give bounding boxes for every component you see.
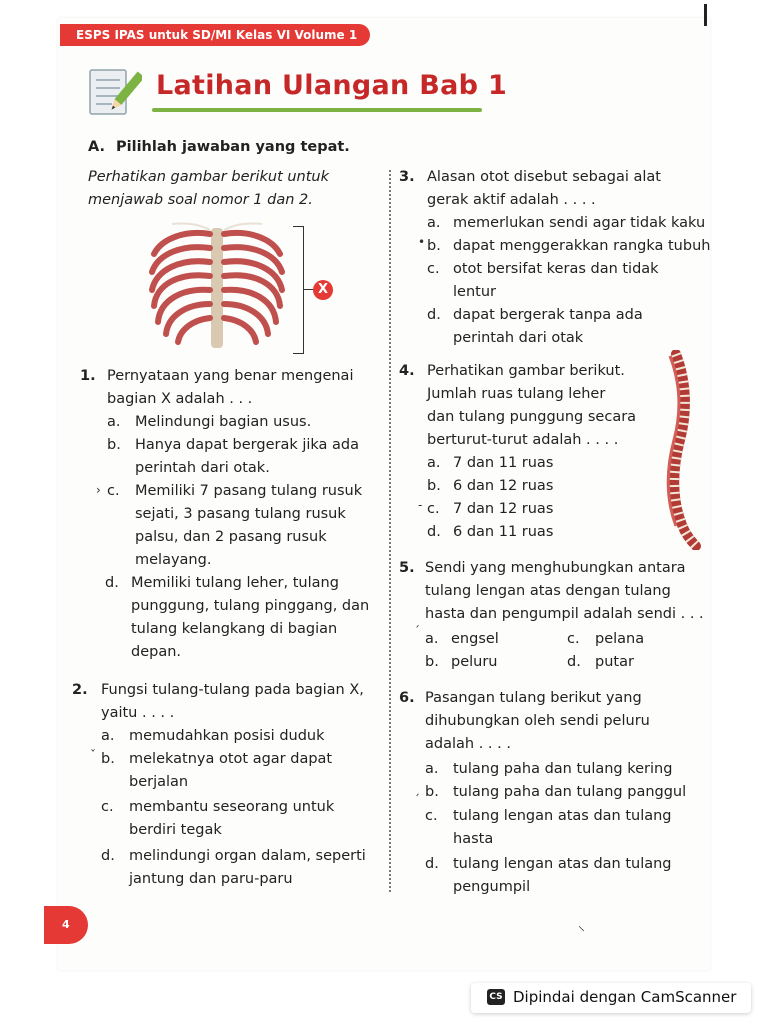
rib-cage-illustration xyxy=(142,222,292,354)
camscanner-logo-icon: CS xyxy=(487,989,505,1005)
option-key: d. xyxy=(567,654,581,670)
option-text: 7 dan 11 ruas xyxy=(453,455,554,471)
option-key: b. xyxy=(425,654,439,670)
option-text: memerlukan sendi agar tidak kaku xyxy=(453,215,706,231)
question-stem: Alasan otot disebut sebagai alat xyxy=(427,169,661,185)
option-key: b. xyxy=(425,784,439,800)
question-stem: adalah . . . . xyxy=(425,736,511,752)
option-key: a. xyxy=(101,728,115,744)
option-text: Memiliki 7 pasang tulang rusuk xyxy=(135,483,363,499)
option-key: d. xyxy=(427,307,441,323)
question-stem: Perhatikan gambar berikut. xyxy=(427,363,625,379)
option-text: berjalan xyxy=(129,774,189,790)
option-key: a. xyxy=(107,414,121,430)
book-header-band: ESPS IPAS untuk SD/MI Kelas VI Volume 1 xyxy=(60,24,370,46)
option-text: putar xyxy=(595,654,634,670)
option-text: melindungi organ dalam, seperti xyxy=(129,848,366,864)
option-text: sejati, 3 pasang tulang rusuk xyxy=(135,506,346,522)
question-stem: Pasangan tulang berikut yang xyxy=(425,690,642,706)
option-text: tulang lengan atas dan tulang xyxy=(453,856,672,872)
camscanner-text: Dipindai dengan CamScanner xyxy=(513,988,737,1006)
question-stem: tulang lengan atas dengan tulang xyxy=(425,583,671,599)
option-text: depan. xyxy=(131,644,182,660)
option-key: c. xyxy=(425,808,438,824)
option-key: d. xyxy=(101,848,115,864)
option-text: otot bersifat keras dan tidak xyxy=(453,261,659,277)
pencil-tick-mark: ˇ xyxy=(90,748,96,762)
question-stem: dan tulang punggung secara xyxy=(427,409,637,425)
option-key: b. xyxy=(107,437,121,453)
option-text: Memiliki tulang leher, tulang xyxy=(131,575,339,591)
option-key: c. xyxy=(101,799,114,815)
option-text: 6 dan 12 ruas xyxy=(453,478,554,494)
option-text: tulang paha dan tulang panggul xyxy=(453,784,687,800)
question-number: 4. xyxy=(399,363,415,379)
question-stem: Sendi yang menghubungkan antara xyxy=(425,560,686,576)
option-text: perintah dari otak xyxy=(453,330,584,346)
intro-line: Perhatikan gambar berikut untuk xyxy=(88,169,330,185)
question-stem: yaitu . . . . xyxy=(101,705,175,721)
option-text: lentur xyxy=(453,284,496,300)
option-text: tulang lengan atas dan tulang xyxy=(453,808,672,824)
title-underline xyxy=(152,108,482,112)
option-text: peluru xyxy=(451,654,498,670)
option-text: punggung, tulang pinggang, dan xyxy=(131,598,370,614)
option-text: membantu seseorang untuk xyxy=(129,799,335,815)
option-text: berdiri tegak xyxy=(129,822,222,838)
option-key: d. xyxy=(425,856,439,872)
question-stem: hasta dan pengumpil adalah sendi . . . xyxy=(425,606,704,622)
question-stem: Pernyataan yang benar mengenai xyxy=(107,368,354,384)
option-key: d. xyxy=(427,524,441,540)
option-text: dapat bergerak tanpa ada xyxy=(453,307,643,323)
option-text: melekatnya otot agar dapat xyxy=(129,751,333,767)
option-key: d. xyxy=(105,575,119,591)
option-text: hasta xyxy=(453,831,494,847)
figure-label-x: X xyxy=(313,280,333,300)
question-number: 1. xyxy=(80,368,96,384)
option-text: palsu, dan 2 pasang rusuk xyxy=(135,529,327,545)
option-key: a. xyxy=(425,631,439,647)
option-text: 6 dan 11 ruas xyxy=(453,524,554,540)
section-label: A. xyxy=(88,139,105,155)
page-title: Latihan Ulangan Bab 1 xyxy=(156,70,508,101)
option-text: pelana xyxy=(595,631,645,647)
option-key: b. xyxy=(427,478,441,494)
option-text: engsel xyxy=(451,631,499,647)
option-text: pengumpil xyxy=(453,879,531,895)
question-stem: Jumlah ruas tulang leher xyxy=(427,386,606,402)
option-text: perintah dari otak. xyxy=(135,460,270,476)
pencil-tick-mark: ˏ xyxy=(414,782,420,796)
question-stem: bagian X adalah . . . xyxy=(107,391,253,407)
option-key: a. xyxy=(427,455,441,471)
option-text: dapat menggerakkan rangka tubuh xyxy=(453,238,711,254)
option-key: c. xyxy=(107,483,120,499)
pencil-tick-mark: ⸌ xyxy=(578,924,585,940)
figure-pointer-line xyxy=(303,289,313,290)
option-text: tulang paha dan tulang kering xyxy=(453,761,673,777)
section-instruction: Pilihlah jawaban yang tepat. xyxy=(116,139,350,155)
option-key: c. xyxy=(427,501,440,517)
option-key: b. xyxy=(427,238,441,254)
option-key: a. xyxy=(425,761,439,777)
pencil-tick-mark: › xyxy=(96,483,101,497)
pencil-tick-mark: - xyxy=(418,498,423,512)
option-key: c. xyxy=(567,631,580,647)
option-text: 7 dan 12 ruas xyxy=(453,501,554,517)
question-stem: gerak aktif adalah . . . . xyxy=(427,192,596,208)
option-text: memudahkan posisi duduk xyxy=(129,728,325,744)
intro-line: menjawab soal nomor 1 dan 2. xyxy=(88,192,313,208)
question-number: 2. xyxy=(72,682,88,698)
question-number: 6. xyxy=(399,690,415,706)
page-number: 4 xyxy=(62,918,70,931)
option-text: tulang kelangkang di bagian xyxy=(131,621,338,637)
question-number: 3. xyxy=(399,169,415,185)
option-key: c. xyxy=(427,261,440,277)
option-text: Hanya dapat bergerak jika ada xyxy=(135,437,360,453)
question-stem: Fungsi tulang-tulang pada bagian X, xyxy=(101,682,364,698)
option-key: a. xyxy=(427,215,441,231)
pencil-tick-mark: • xyxy=(418,235,426,249)
question-stem: dihubungkan oleh sendi peluru xyxy=(425,713,650,729)
option-text: jantung dan paru-paru xyxy=(129,871,293,887)
figure-bracket xyxy=(293,226,304,354)
option-key: b. xyxy=(101,751,115,767)
pencil-tick-mark: ˊ xyxy=(414,624,420,638)
question-stem: berturut-turut adalah . . . . xyxy=(427,432,619,448)
notepad-pencil-icon xyxy=(84,64,142,120)
question-number: 5. xyxy=(399,560,415,576)
option-text: Melindungi bagian usus. xyxy=(135,414,312,430)
option-text: melayang. xyxy=(135,552,212,568)
spine-illustration xyxy=(652,350,704,550)
page-edge-mark xyxy=(704,4,707,26)
column-divider xyxy=(389,170,391,892)
